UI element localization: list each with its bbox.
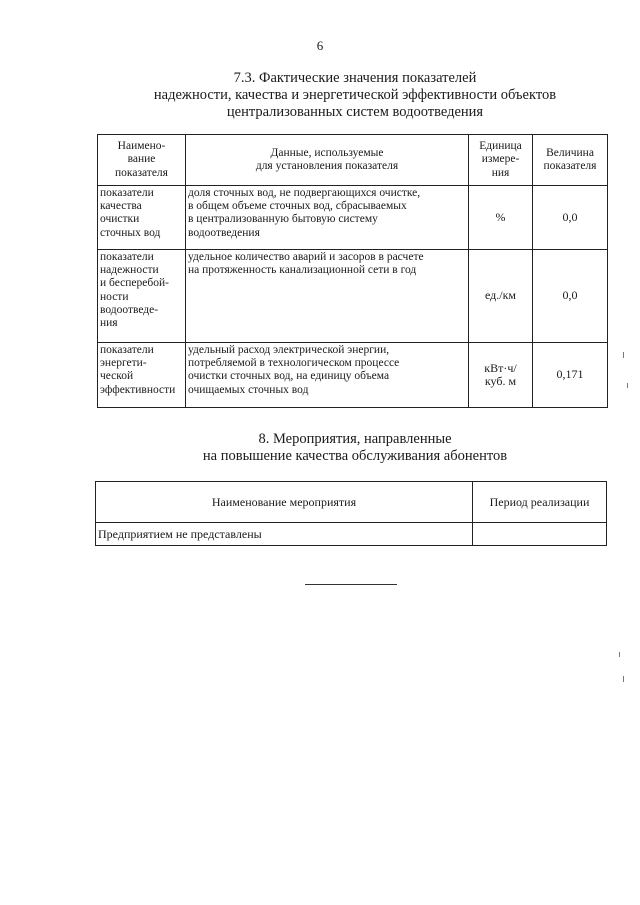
scan-speck — [623, 352, 624, 358]
title-line: на повышение качества обслуживания абонентов — [202, 448, 508, 464]
indicator-unit: ед./км — [469, 250, 533, 343]
title-line: централизованных систем водоотведения — [226, 104, 484, 120]
section-7-3-title — [60, 70, 640, 121]
table-row — [96, 523, 607, 546]
indicator-unit: кВт·ч/ куб. м — [469, 343, 533, 408]
indicator-value: 0,0 — [533, 250, 608, 343]
measures-header-row — [96, 482, 607, 523]
measure-period — [473, 523, 607, 546]
header-name: Наимено- вание показателя — [98, 135, 186, 186]
closing-rule — [305, 584, 397, 585]
indicators-table — [97, 134, 608, 408]
indicators-header-row — [98, 135, 608, 186]
measures-table — [95, 481, 607, 546]
title-line: 8. Мероприятия, направленные — [258, 431, 452, 447]
indicator-name: показатели энергети- ческой эффективности — [98, 343, 186, 408]
title-line: 7.3. Фактические значения показателей — [233, 70, 477, 86]
table-row — [98, 343, 608, 408]
title-line: надежности, качества и энергетической эффективности объектов — [153, 87, 557, 103]
header-measure: Наименование мероприятия — [96, 482, 473, 523]
scan-speck — [619, 652, 620, 657]
indicator-data: доля сточных вод, не подвергающихся очистке, в общем объеме сточных вод, сбрасываемых в централизованную бытовую систему водоотведения — [186, 186, 469, 250]
scan-speck — [627, 383, 628, 388]
indicator-value: 0,0 — [533, 186, 608, 250]
header-period: Период реализации — [473, 482, 607, 523]
header-unit: Единица измере- ния — [469, 135, 533, 186]
page-number: 6 — [316, 38, 324, 53]
indicator-value: 0,171 — [533, 343, 608, 408]
header-data: Данные, используемые для установления показателя — [186, 135, 469, 186]
indicator-data: удельный расход электрической энергии, потребляемой в технологическом процессе очистки сточных вод, на единицу объема очищаемых сточных вод — [186, 343, 469, 408]
scan-speck — [623, 676, 624, 682]
section-8-title — [60, 431, 640, 465]
indicator-unit: % — [469, 186, 533, 250]
measure-name: Предприятием не представлены — [96, 523, 473, 546]
indicator-name: показатели надежности и бесперебой- ности водоотведе- ния — [98, 250, 186, 343]
table-row — [98, 186, 608, 250]
indicator-data: удельное количество аварий и засоров в расчете на протяженность канализационной сети в год — [186, 250, 469, 343]
indicator-name: показатели качества очистки сточных вод — [98, 186, 186, 250]
table-row — [98, 250, 608, 343]
header-value: Величина показателя — [533, 135, 608, 186]
